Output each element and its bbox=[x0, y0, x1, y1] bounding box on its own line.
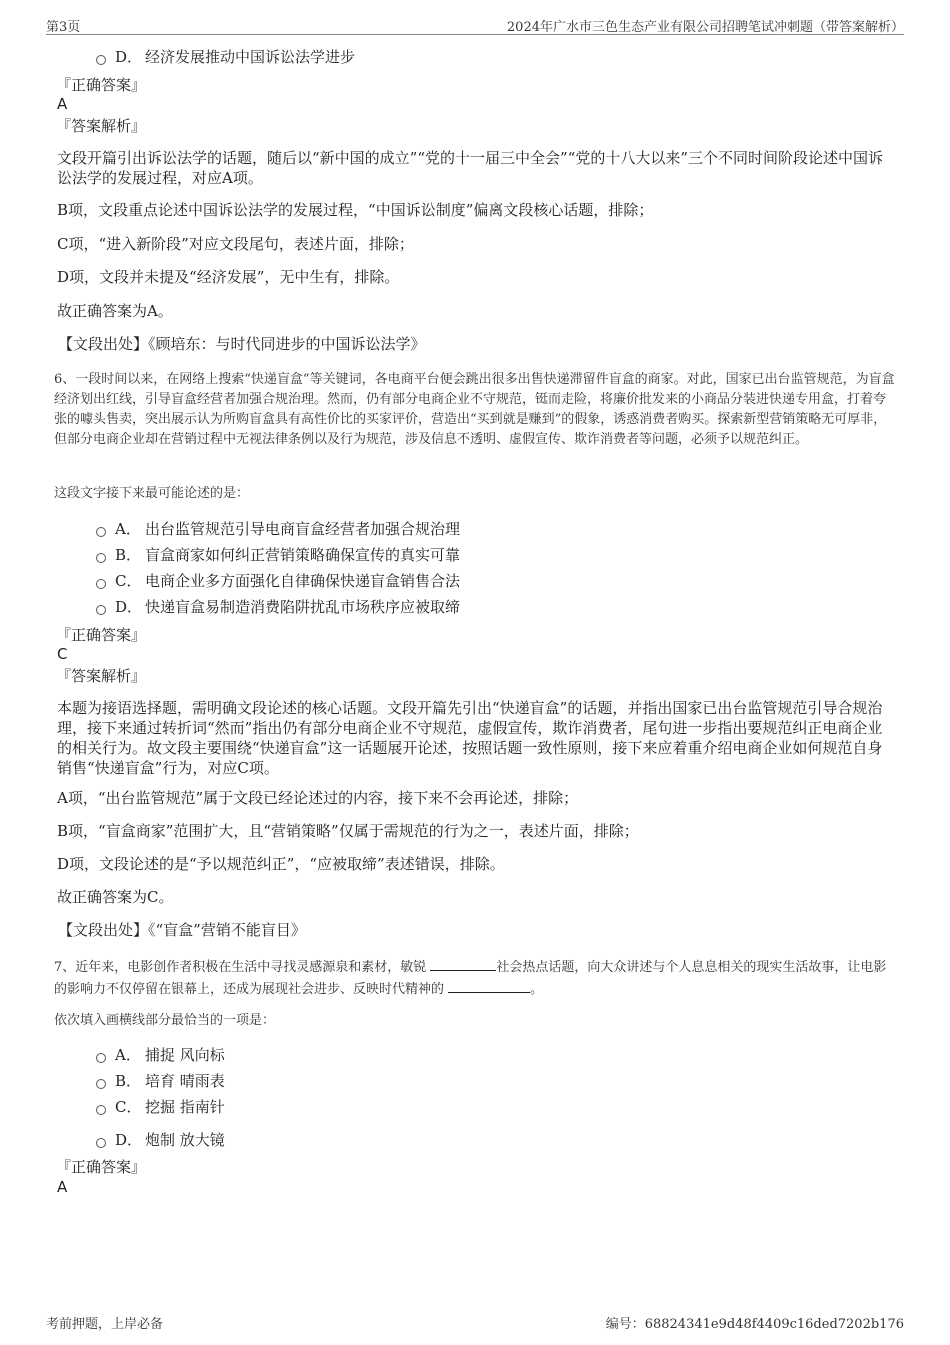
q6-source: 【文段出处】《“盲盒”营销不能盲目》 bbox=[58, 921, 306, 939]
q7-answer-label: 『正确答案』 bbox=[56, 1158, 147, 1176]
q5-source: 【文段出处】《顾培东：与时代同进步的中国诉讼法学》 bbox=[58, 335, 426, 353]
radio-icon[interactable] bbox=[96, 1105, 106, 1115]
q5-analysis-3: C项，“进入新阶段”对应文段尾句，表述片面，排除； bbox=[57, 235, 414, 253]
fill-blank-1[interactable] bbox=[430, 956, 496, 971]
q5-answer-label: 『正确答案』 bbox=[56, 76, 147, 94]
page-number: 第3页 bbox=[46, 20, 81, 35]
radio-icon[interactable] bbox=[96, 553, 106, 563]
q5-analysis-5: 故正确答案为A。 bbox=[57, 302, 173, 320]
q7-option-c[interactable]: C． 挖掘 指南针 bbox=[96, 1097, 225, 1117]
q5-analysis-2: B项，文段重点论述中国诉讼法学的发展过程，“中国诉讼制度”偏离文段核心话题，排除； bbox=[57, 201, 654, 219]
q6-analysis-5: 故正确答案为C。 bbox=[57, 888, 174, 906]
q6-answer-label: 『正确答案』 bbox=[56, 626, 147, 644]
q6-prompt: 这段文字接下来最可能论述的是： bbox=[54, 486, 250, 501]
document-id: 编号：68824341e9d48f4409c16ded7202b176 bbox=[605, 1317, 904, 1332]
q7-answer: A bbox=[57, 1178, 68, 1196]
q6-analysis-3: B项，“盲盒商家”范围扩大，且“营销策略”仅属于需规范的行为之一，表述片面，排除； bbox=[57, 822, 639, 840]
radio-icon[interactable] bbox=[96, 605, 106, 615]
q6-analysis-2: A项，“出台监管规范”属于文段已经论述过的内容，接下来不会再论述，排除； bbox=[57, 789, 579, 807]
q6-option-c[interactable]: C． 电商企业多方面强化自律确保快递盲盒销售合法 bbox=[96, 571, 460, 591]
q6-option-d[interactable]: D． 快递盲盒易制造消费陷阱扰乱市场秩序应被取缔 bbox=[96, 597, 460, 617]
q6-analysis-4: D项，文段论述的是“予以规范纠正”，“应被取缔”表述错误，排除。 bbox=[57, 855, 505, 873]
q5-analysis-4: D项，文段并未提及“经济发展”，无中生有，排除。 bbox=[57, 268, 400, 286]
q6-analysis-label: 『答案解析』 bbox=[56, 667, 147, 685]
q7-prompt: 依次填入画横线部分最恰当的一项是： bbox=[54, 1013, 276, 1028]
q7-option-a[interactable]: A． 捕捉 风向标 bbox=[96, 1045, 225, 1065]
footer-slogan: 考前押题，上岸必备 bbox=[46, 1317, 164, 1332]
q6-option-b[interactable]: B． 盲盒商家如何纠正营销策略确保宣传的真实可靠 bbox=[96, 545, 460, 565]
radio-icon[interactable] bbox=[96, 1138, 106, 1148]
q5-analysis-1: 文段开篇引出诉讼法学的话题，随后以“新中国的成立”“党的十一届三中全会”“党的十八大以来”三个不同时间阶段论述中国诉讼法学的发展过程，对应A项。 bbox=[57, 149, 884, 187]
q5-analysis-label: 『答案解析』 bbox=[56, 117, 147, 135]
q6-answer: C bbox=[57, 645, 68, 663]
radio-icon[interactable] bbox=[96, 1079, 106, 1089]
q6-option-a[interactable]: A． 出台监管规范引导电商盲盒经营者加强合规治理 bbox=[96, 519, 460, 539]
radio-icon[interactable] bbox=[96, 1053, 106, 1063]
q6-analysis-1: 本题为接语选择题，需明确文段论述的核心话题。文段开篇先引出“快递盲盒”的话题，并指出国家已出台监管规范引导合规治理，接下来通过转折词“然而”指出仍有部分电商企业不守规范，虚假宣传，欺诈消费者，尾句进一步指出要规范纠正电商企业的相关行为。故文段主要围绕“快递盲盒”这一话题展开论述，按照话题一致性原则，接下来应着重介绍电商企业如何规范自身销售“快递盲盒”行为，对应C项。 bbox=[57, 699, 883, 777]
radio-icon[interactable] bbox=[96, 55, 106, 65]
radio-icon[interactable] bbox=[96, 527, 106, 537]
q7-option-d[interactable]: D． 炮制 放大镜 bbox=[96, 1130, 225, 1150]
radio-icon[interactable] bbox=[96, 579, 106, 589]
fill-blank-2[interactable] bbox=[448, 978, 530, 993]
q5-option-d[interactable]: D． 经济发展推动中国诉讼法学进步 bbox=[96, 47, 355, 67]
q7-stem: 7、近年来，电影创作者积极在生活中寻找灵感源泉和素材，敏锐 社会热点话题，向大众讲述与个人息息相关的现实生活故事，让电影的影响力不仅停留在银幕上，还成为展现社会进步、反映时代精神的 。 bbox=[54, 956, 896, 1000]
q7-option-b[interactable]: B． 培育 晴雨表 bbox=[96, 1071, 225, 1091]
q6-stem: 6、一段时间以来，在网络上搜索“快递盲盒”等关键词，各电商平台便会跳出很多出售快递滞留件盲盒的商家。对此，国家已出台监管规范，为盲盒经济划出红线，引导盲盒经营者加强合规治理。然而，仍有部分电商企业不守规范，铤而走险，将廉价批发来的小商品分装进快递专用盒，打着夸张的噱头售卖，突出展示认为所购盲盒具有高性价比的买家评价，营造出“买到就是赚到”的假象，诱惑消费者购买。探索新型营销策略无可厚非，但部分电商企业却在营销过程中无视法律条例以及行为规范，涉及信息不透明、虚假宣传、欺诈消费者等问题，必须予以规范纠正。 bbox=[54, 372, 895, 447]
document-title: 2024年广水市三色生态产业有限公司招聘笔试冲刺题（带答案解析） bbox=[506, 20, 904, 35]
q5-answer: A bbox=[57, 95, 68, 113]
page-header bbox=[46, 14, 904, 35]
